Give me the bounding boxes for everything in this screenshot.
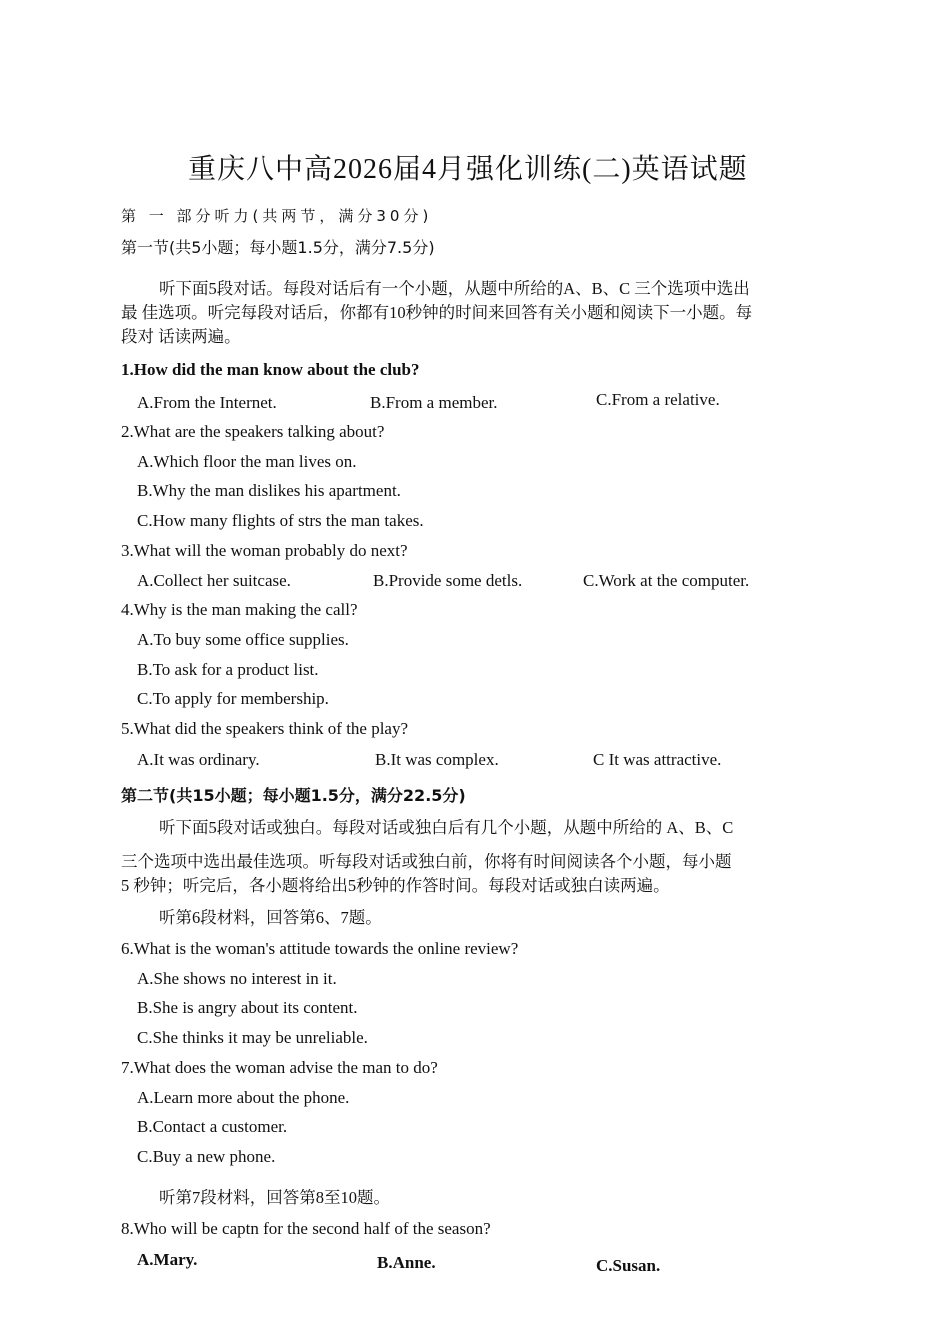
option-3c: C.Work at the computer. — [583, 571, 750, 590]
option-7a: A.Learn more about the phone. — [137, 1088, 350, 1107]
question-5: 5.What did the speakers think of the play? — [121, 719, 409, 738]
page-title: 重庆八中高2026届4月强化训练(二)英语试题 — [188, 154, 748, 185]
option-4b: B.To ask for a product list. — [137, 660, 319, 679]
section-two-instruction-line: 5 秒钟；听完后，各小题将给出5秒钟的作答时间。每段对话或独白读两遍。 — [121, 876, 670, 895]
option-6b: B.She is angry about its content. — [137, 998, 358, 1017]
option-5c: C It was attractive. — [593, 750, 722, 769]
material-7-note: 听第7段材料，回答第8至10题。 — [159, 1188, 390, 1207]
section-two-instruction-line: 听下面5段对话或独白。每段对话或独白后有几个小题，从题中所给的 A、B、C — [159, 818, 734, 837]
question-2: 2.What are the speakers talking about? — [121, 422, 385, 441]
option-6c: C.She thinks it may be unreliable. — [137, 1028, 368, 1047]
option-2b: B.Why the man dislikes his apartment. — [137, 481, 401, 500]
option-4c: C.To apply for membership. — [137, 689, 329, 708]
option-8c: C.Susan. — [596, 1256, 661, 1275]
section-one-heading: 第一节(共5小题；每小题1.5分，满分7.5分) — [121, 238, 435, 257]
question-1: 1.How did the man know about the club? — [121, 360, 420, 379]
option-3b: B.Provide some detls. — [373, 571, 523, 590]
section-one-instruction-line: 最 佳选项。听完每段对话后，你都有10秒钟的时间来回答有关小题和阅读下一小题。每 — [121, 303, 753, 322]
option-1c: C.From a relative. — [596, 390, 720, 409]
material-6-note: 听第6段材料，回答第6、7题。 — [159, 908, 382, 927]
option-3a: A.Collect her suitcase. — [137, 571, 291, 590]
section-one-instruction-line: 段对 话读两遍。 — [121, 327, 241, 346]
option-4a: A.To buy some office supplies. — [137, 630, 349, 649]
section-two-instruction-line: 三个选项中选出最佳选项。听每段对话或独白前，你将有时间阅读各个小题，每小题 — [121, 852, 732, 871]
option-2c: C.How many flights of strs the man takes. — [137, 511, 424, 530]
option-8b: B.Anne. — [377, 1253, 436, 1272]
option-5b: B.It was complex. — [375, 750, 499, 769]
option-8a: A.Mary. — [137, 1250, 198, 1269]
question-6: 6.What is the woman's attitude towards the online review? — [121, 939, 519, 958]
question-4: 4.Why is the man making the call? — [121, 600, 358, 619]
option-7b: B.Contact a customer. — [137, 1117, 288, 1136]
option-5a: A.It was ordinary. — [137, 750, 260, 769]
section-two-heading: 第二节(共15小题；每小题1.5分，满分22.5分) — [121, 786, 466, 805]
section-one-instruction-line: 听下面5段对话。每段对话后有一个小题，从题中所给的A、B、C 三个选项中选出 — [159, 279, 750, 298]
question-8: 8.Who will be captn for the second half of the season? — [121, 1219, 491, 1238]
question-7: 7.What does the woman advise the man to do? — [121, 1058, 438, 1077]
option-1b: B.From a member. — [370, 393, 498, 412]
option-6a: A.She shows no interest in it. — [137, 969, 337, 988]
question-3: 3.What will the woman probably do next? — [121, 541, 408, 560]
option-1a: A.From the Internet. — [137, 393, 277, 412]
option-7c: C.Buy a new phone. — [137, 1147, 276, 1166]
part-one-heading: 第 一 部分听力(共两节，满分30分) — [121, 207, 433, 225]
option-2a: A.Which floor the man lives on. — [137, 452, 357, 471]
